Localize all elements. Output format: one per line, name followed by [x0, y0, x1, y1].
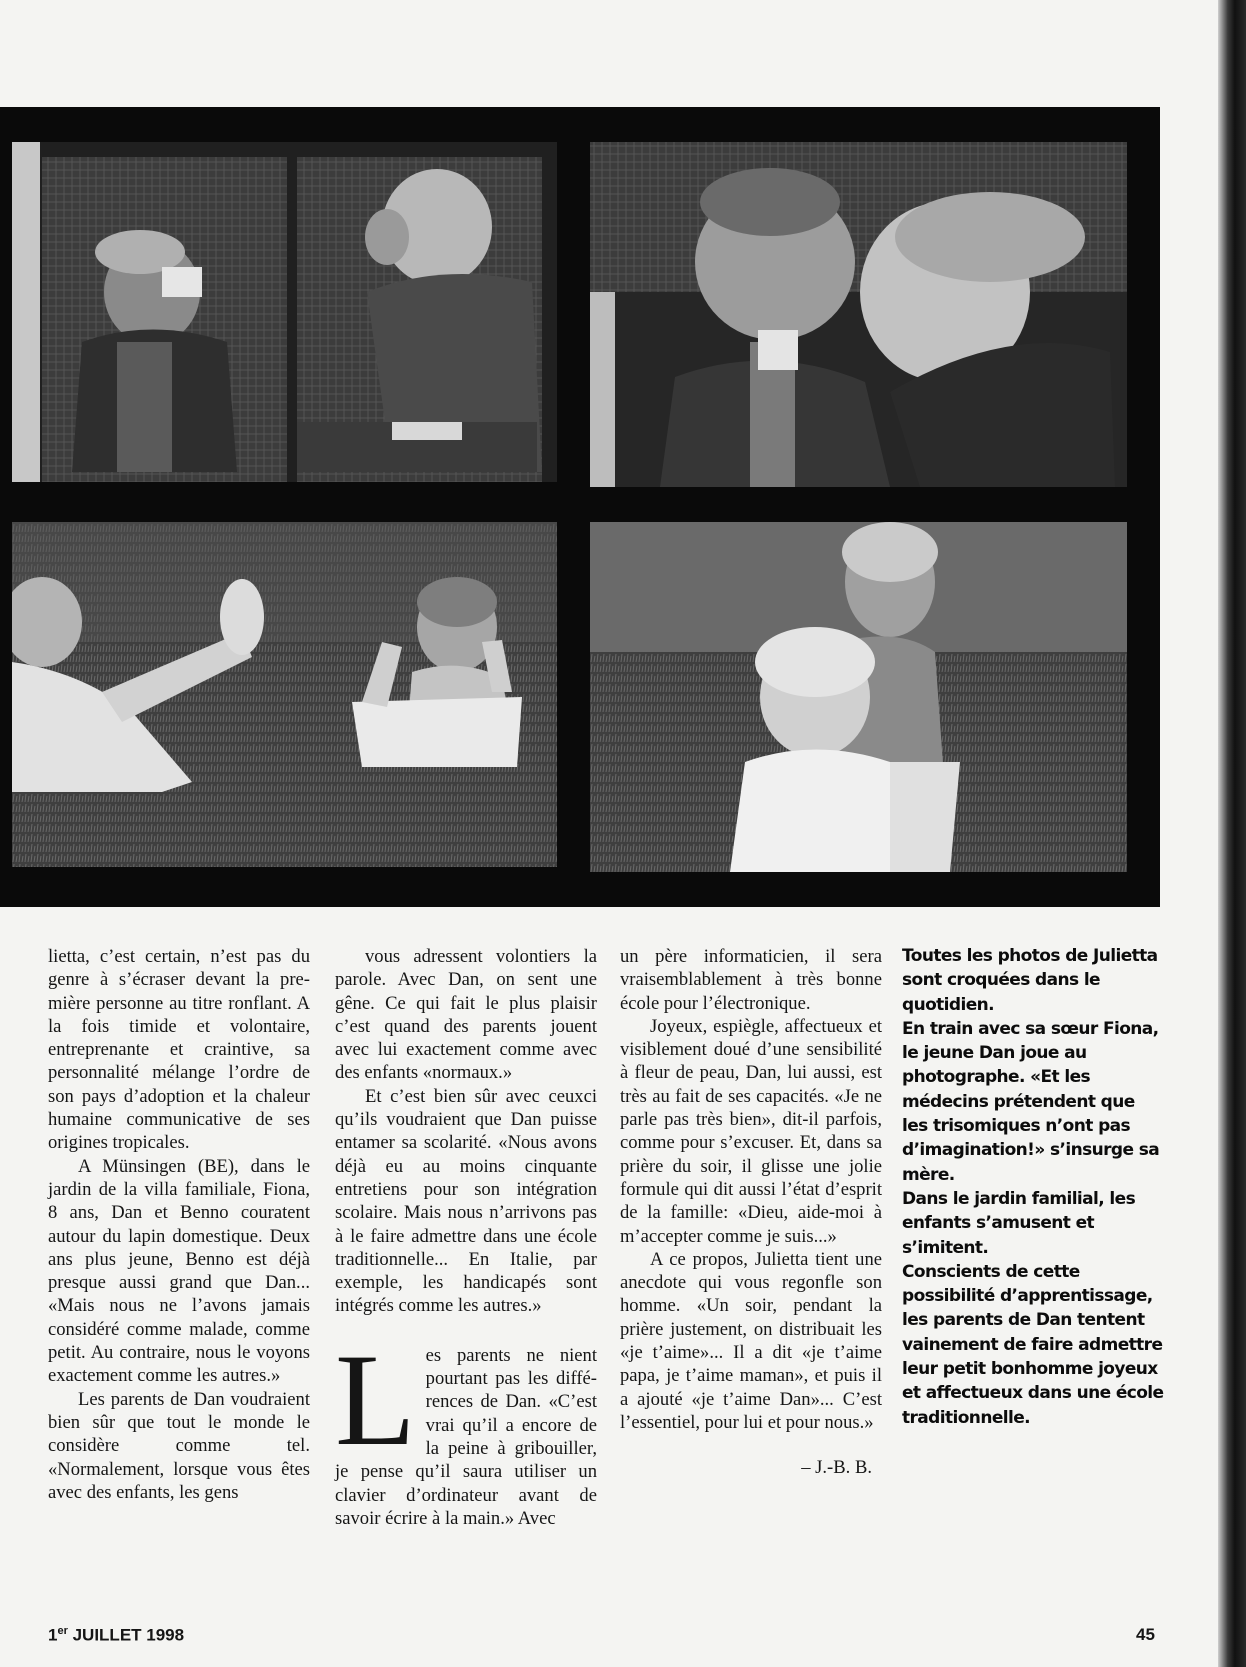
- caption: Conscients de cette possibilité d’apprentissage, les parents de Dan tentent vainement de faire admettre leur petit bonhomme joyeux et affectueux dans une école traditionnelle.: [902, 1261, 1164, 1428]
- date-month-year: JUILLET 1998: [67, 1625, 185, 1645]
- paragraph: A ce propos, Julietta tient une anecdote qui vous regonfle son homme. «Un soir, pendant la prière justement, on distribuait les «je t’aime»... Il a dit «je t’aime papa, je t’aime maman», et puis il a ajouté «je t’aime Dan»... C’est l’essentiel, pour lui et pour nous.»: [620, 1248, 882, 1433]
- paragraph: Les parents de Dan voudraient bien sûr que tout le monde le considère comme tel. «Normalement, lorsque vous êtes avec des enfants, les gens: [48, 1388, 310, 1503]
- photo-children-hiding-faces: [12, 142, 557, 482]
- paragraph-text: es parents ne nient pourtant pas les différences de Dan. «C’est vrai qu’il a encore de la peine à gribouiller, je pense qu’il saura utiliser un clavier d’ordinateur avant de savoir écrire à la main.» Avec: [335, 1344, 597, 1529]
- drop-cap: L: [335, 1325, 416, 1473]
- caption: En train avec sa sœur Fiona, le jeune Dan joue au photographe. «Et les médecins prétendent que les trisomiques n’ont pas d’imagination!» s’insurge sa mère.: [902, 1018, 1160, 1185]
- photo-children-on-grass: [12, 522, 557, 867]
- caption: Toutes les photos de Julietta sont croquées dans le quotidien.: [902, 946, 1158, 1015]
- paragraph: A Münsingen (BE), dans le jardin de la villa familiale, Fiona, 8 ans, Dan et Benno couratent autour du lapin domestique. Deux ans plus jeune, Benno est déjà presque aussi grand que Dan... «Mais nous ne l’avons jamais considéré comme malade, comme petit. Au contraire, nous le voyons exactement comme les autres.»: [48, 1155, 310, 1387]
- paragraph: Et c’est bien sûr avec ceuxci qu’ils voudraient que Dan puisse entamer sa scolarité. «Nous avons déjà eu au moins cinquante entretiens pour son intégration scolaire. Mais nous n’arrivons pas à le faire admettre dans une école traditionnelle... En Italie, par exemple, les handicapés sont intégrés comme les autres.»: [335, 1085, 597, 1317]
- author-signature: – J.-B. B.: [801, 1457, 872, 1479]
- page-edge-shadow: [1218, 0, 1246, 1667]
- date-day: 1: [48, 1625, 58, 1645]
- paragraph: lietta, c’est certain, n’est pas du genre à s’écraser devant la première personne au titre ronflant. A la fois timide et volontaire, entreprenante et craintive, sa personnalité mélange l’ordre de son pays d’adoption et la chaleur humaine communicative de ses origines tropicales.: [48, 946, 310, 1154]
- text-column-3: [620, 945, 882, 1480]
- photo-children-laughing: [590, 142, 1127, 487]
- paragraph: vous adressent volontiers la parole. Avec Dan, on sent une gêne. Ce qui fait le plus plaisir c’est quand des parents jouent avec lui exactement comme avec des enfants «normaux.»: [335, 946, 597, 1084]
- page-number: 45: [1136, 1625, 1155, 1644]
- text-column-2: [335, 945, 597, 1530]
- caption: Dans le jardin familial, les enfants s’amusent et s’imitent.: [902, 1188, 1136, 1258]
- paragraph: Joyeux, espiègle, affectueux et visiblement doué d’une sensibilité à fleur de peau, Dan, lui aussi, est très au fait de ses capacités. «Je ne parle pas très bien», dit-il parfois, comme pour s’excuser. Et, dans sa prière du soir, il glisse une jolie formule qui dit aussi l’état d’esprit de la famille: «Dieu, aide-moi à m’accepter comme je suis...»: [620, 1015, 882, 1247]
- paragraph-with-dropcap: [335, 1325, 597, 1530]
- text-column-1: [48, 945, 310, 1504]
- photo-captions: [902, 944, 1164, 1430]
- photo-children-hugging: [590, 522, 1127, 872]
- paragraph: un père informaticien, il sera vraisemblablement à très bonne école pour l’électronique.: [620, 946, 882, 1014]
- issue-date: [48, 1625, 184, 1646]
- photo-panel: [0, 107, 1160, 907]
- date-ordinal: er: [57, 1625, 68, 1637]
